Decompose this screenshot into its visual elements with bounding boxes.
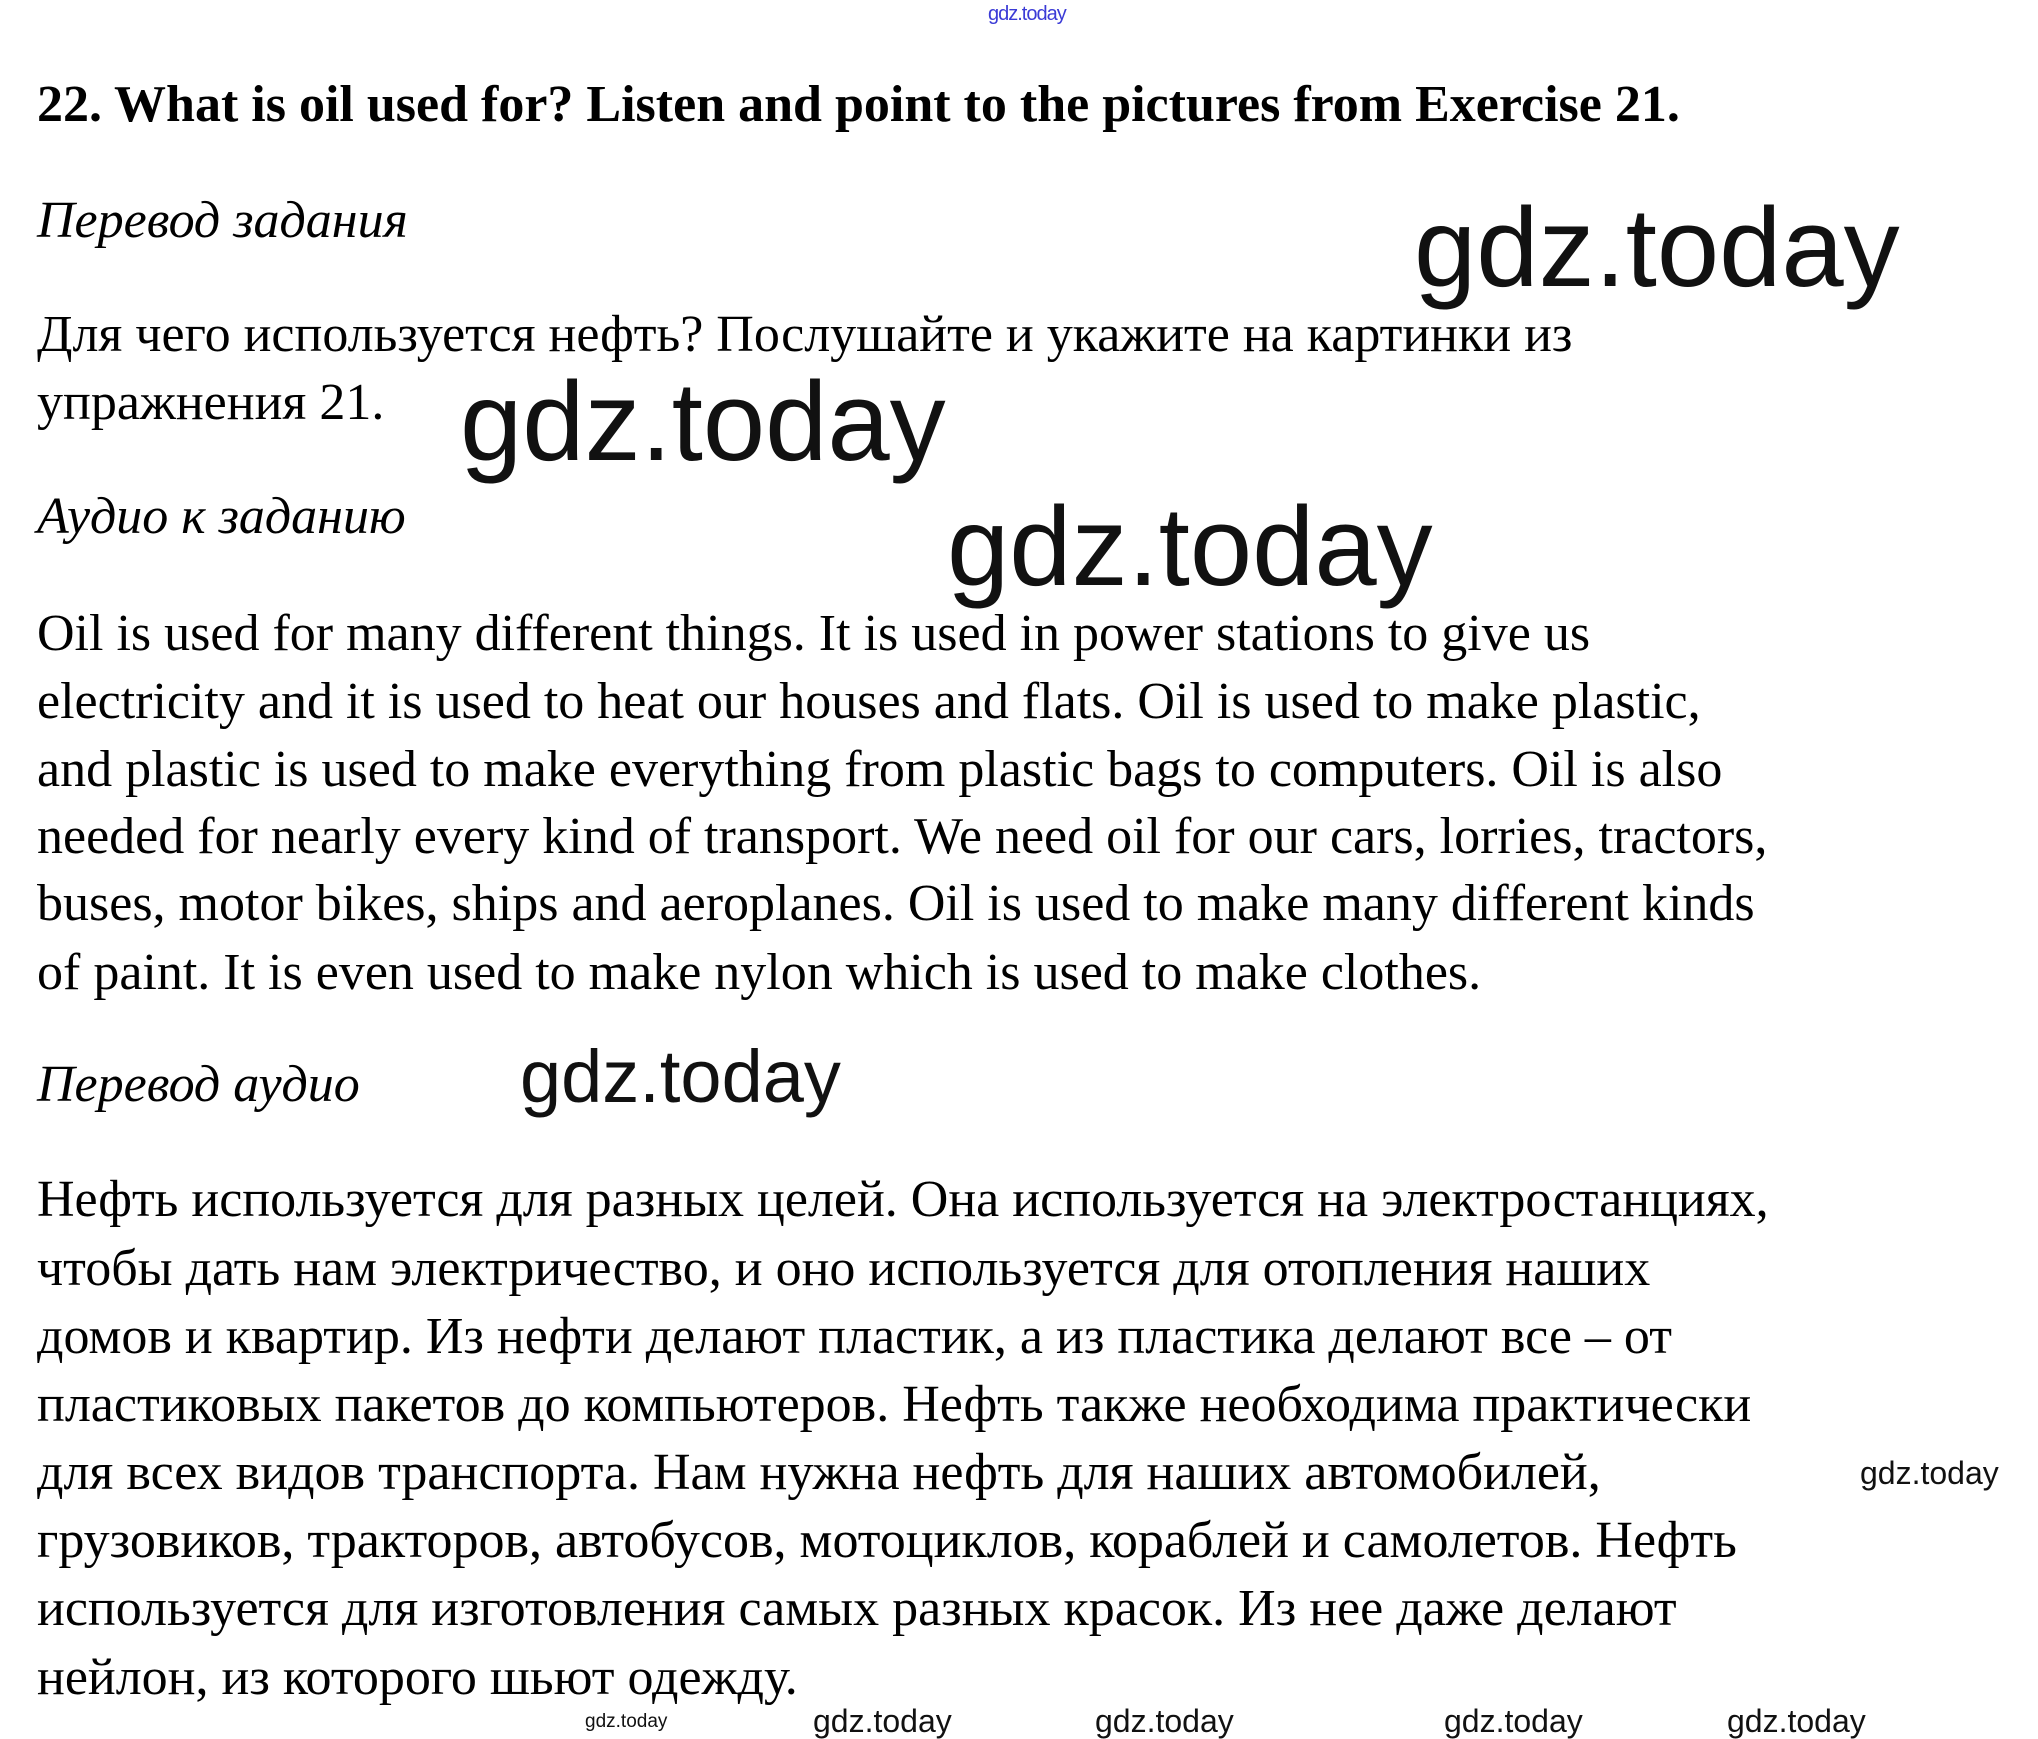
task-translation-line: Для чего используется нефть? Послушайте и укажите на картинки из bbox=[37, 306, 1573, 363]
watermark: gdz.today bbox=[813, 1703, 952, 1739]
audio-line: needed for nearly every kind of transport. We need oil for our cars, lorries, tractors, bbox=[37, 808, 1768, 865]
watermark: gdz.today bbox=[520, 1035, 841, 1118]
audio-translation-line: для всех видов транспорта. Нам нужна нефть для наших автомобилей, bbox=[37, 1444, 1601, 1501]
audio-translation-heading: Перевод аудио bbox=[37, 1056, 360, 1113]
watermark: gdz.today bbox=[1727, 1703, 1866, 1739]
watermark: gdz.today bbox=[1444, 1703, 1583, 1739]
task-translation-line: упражнения 21. bbox=[37, 374, 385, 431]
watermark: gdz.today bbox=[460, 359, 946, 484]
watermark: gdz.today bbox=[1860, 1455, 1999, 1491]
audio-translation-line: используется для изготовления самых разных красок. Из нее даже делают bbox=[37, 1580, 1677, 1637]
audio-line: Oil is used for many different things. It is used in power stations to give us bbox=[37, 605, 1591, 662]
audio-translation-line: пластиковых пакетов до компьютеров. Нефть также необходима практически bbox=[37, 1376, 1752, 1433]
audio-translation-line: чтобы дать нам электричество, и оно используется для отопления наших bbox=[37, 1240, 1651, 1297]
watermark: gdz.today bbox=[1414, 185, 1900, 310]
audio-translation-line: нейлон, из которого шьют одежду. bbox=[37, 1649, 798, 1706]
exercise-title: 22. What is oil used for? Listen and point to the pictures from Exercise 21. bbox=[37, 76, 1680, 133]
audio-line: of paint. It is even used to make nylon which is used to make clothes. bbox=[37, 944, 1482, 1001]
header-watermark: gdz.today bbox=[988, 3, 1066, 25]
task-translation-heading: Перевод задания bbox=[37, 192, 408, 249]
watermark: gdz.today bbox=[585, 1711, 668, 1732]
audio-translation-line: грузовиков, тракторов, автобусов, мотоциклов, кораблей и самолетов. Нефть bbox=[37, 1512, 1737, 1569]
audio-line: buses, motor bikes, ships and aeroplanes. Oil is used to make many different kinds bbox=[37, 875, 1755, 932]
watermark: gdz.today bbox=[947, 484, 1433, 609]
audio-translation-line: Нефть используется для разных целей. Она используется на электростанциях, bbox=[37, 1171, 1769, 1228]
audio-line: electricity and it is used to heat our houses and flats. Oil is used to make plastic, bbox=[37, 673, 1701, 730]
audio-translation-line: домов и квартир. Из нефти делают пластик, а из пластика делают все – от bbox=[37, 1308, 1672, 1365]
watermark: gdz.today bbox=[1095, 1703, 1234, 1739]
audio-line: and plastic is used to make everything from plastic bags to computers. Oil is also bbox=[37, 741, 1723, 798]
audio-heading: Аудио к заданию bbox=[37, 488, 406, 545]
